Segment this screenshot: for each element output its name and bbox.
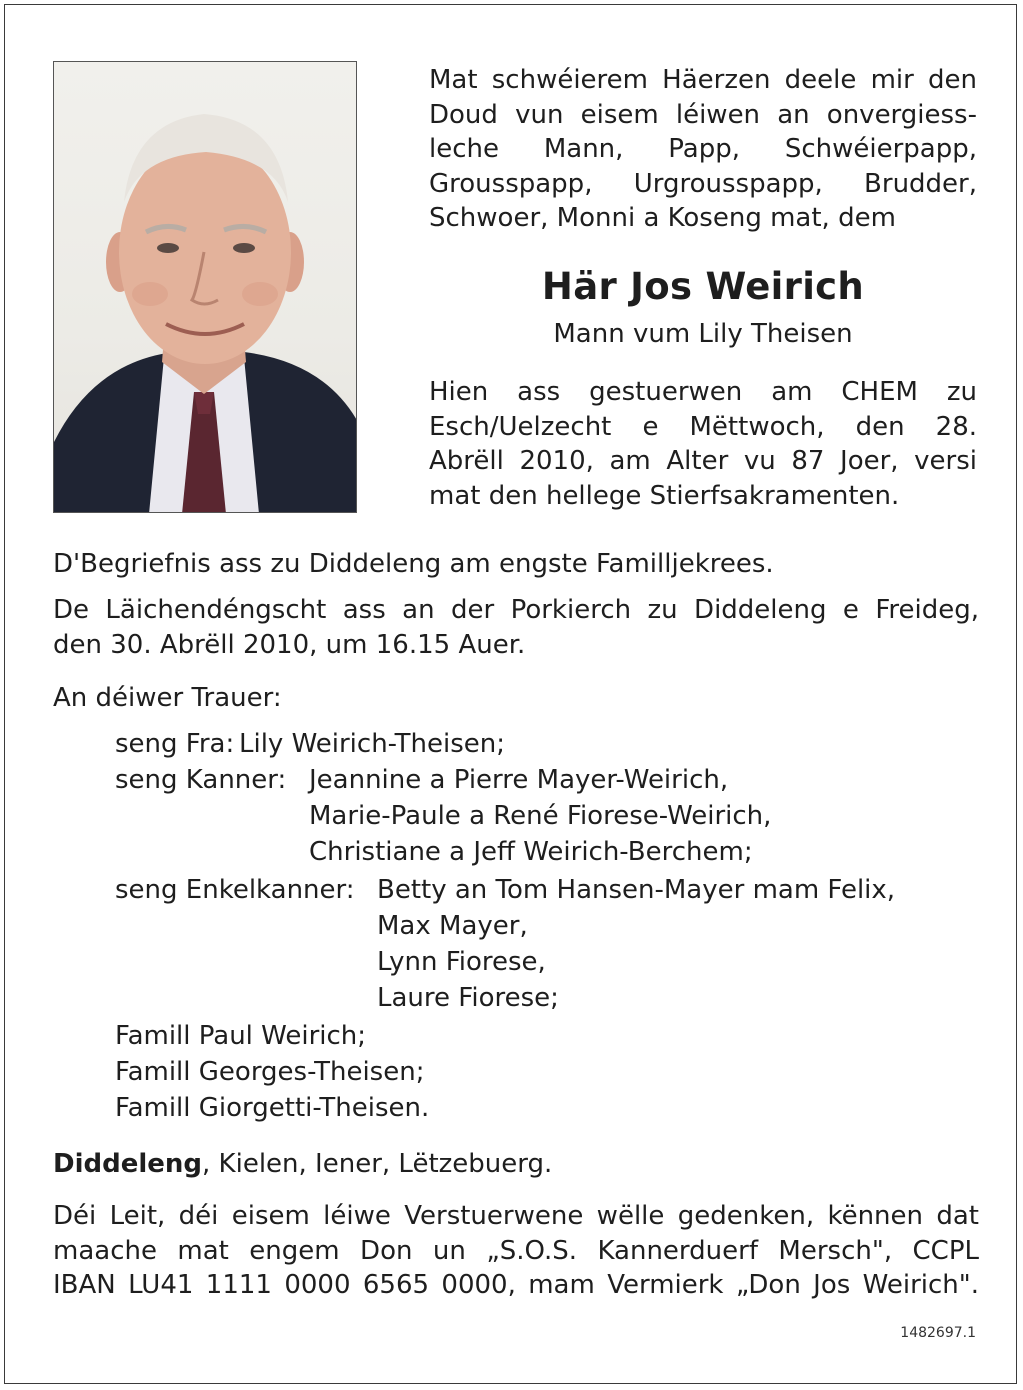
grandchild-entry: Max Mayer, (377, 911, 528, 941)
intro-line: Doud vun eisem léiwen an onvergiess- (429, 99, 977, 130)
grandchildren-label: seng Enkelkanner: (115, 875, 355, 905)
children-label: seng Kanner: (115, 765, 287, 795)
death-paragraph (429, 375, 977, 513)
deceased-name: Här Jos Weirich (541, 265, 865, 308)
place-line (53, 1147, 552, 1182)
death-line: mat den hellege Stierfsakramenten. (429, 480, 900, 511)
wake-info (53, 593, 979, 662)
obituary-notice (4, 4, 1017, 1384)
intro-paragraph (429, 63, 977, 236)
portrait-photo (53, 61, 357, 513)
donation-paragraph (53, 1199, 979, 1303)
donation-line: Déi Leit, déi eisem léiwe Verstuerwene wëlle gedenken, kënnen dat (53, 1201, 979, 1231)
grandchild-entry: Laure Fiorese; (377, 983, 559, 1013)
place-city: Diddeleng (53, 1149, 203, 1179)
family-entry: Famill Giorgetti-Theisen. (115, 1093, 430, 1123)
intro-line: Grousspapp, Urgrousspapp, Brudder, (429, 168, 977, 199)
wife-name: Lily Weirich-Theisen; (239, 729, 506, 759)
wake-line: De Läichendéngscht ass an der Porkierch zu Diddeleng e Freideg, (53, 595, 979, 625)
child-entry: Jeannine a Pierre Mayer-Weirich, (309, 765, 729, 795)
donation-line: IBAN LU41 1111 0000 6565 0000, mam Vermierk „Don Jos Weirich". (53, 1270, 979, 1301)
intro-line: Mat schwéierem Häerzen deele mir den (429, 65, 977, 95)
donation-line: maache mat engem Don un „S.O.S. Kannerduerf Mersch", CCPL (53, 1235, 979, 1266)
grandchild-entry: Betty an Tom Hansen-Mayer mam Felix, (377, 875, 896, 905)
spouse-line: Mann vum Lily Theisen (553, 319, 853, 349)
death-line: Esch/Uelzecht e Mëttwoch, den 28. (429, 411, 977, 442)
death-line: Hien ass gestuerwen am CHEM zu (429, 377, 977, 407)
intro-line: leche Mann, Papp, Schwéierpapp, (429, 134, 977, 165)
grandchild-entry: Lynn Fiorese, (377, 947, 546, 977)
wake-line: den 30. Abrëll 2010, um 16.15 Auer. (53, 629, 526, 660)
family-entry: Famill Georges-Theisen; (115, 1057, 425, 1087)
mourners-heading: An déiwer Trauer: (53, 683, 282, 713)
reference-number: 1482697.1 (900, 1325, 976, 1341)
place-rest: , Kielen, Iener, Lëtzebuerg. (202, 1149, 553, 1179)
child-entry: Marie-Paule a René Fiorese-Weirich, (309, 801, 772, 831)
death-line: Abrëll 2010, am Alter vu 87 Joer, versi (429, 446, 977, 477)
intro-line: Schwoer, Monni a Koseng mat, dem (429, 203, 896, 234)
family-entry: Famill Paul Weirich; (115, 1021, 367, 1051)
child-entry: Christiane a Jeff Weirich-Berchem; (309, 837, 753, 867)
burial-info: D'Begriefnis ass zu Diddeleng am engste Familljekrees. (53, 549, 774, 579)
wife-label: seng Fra: (115, 729, 235, 759)
